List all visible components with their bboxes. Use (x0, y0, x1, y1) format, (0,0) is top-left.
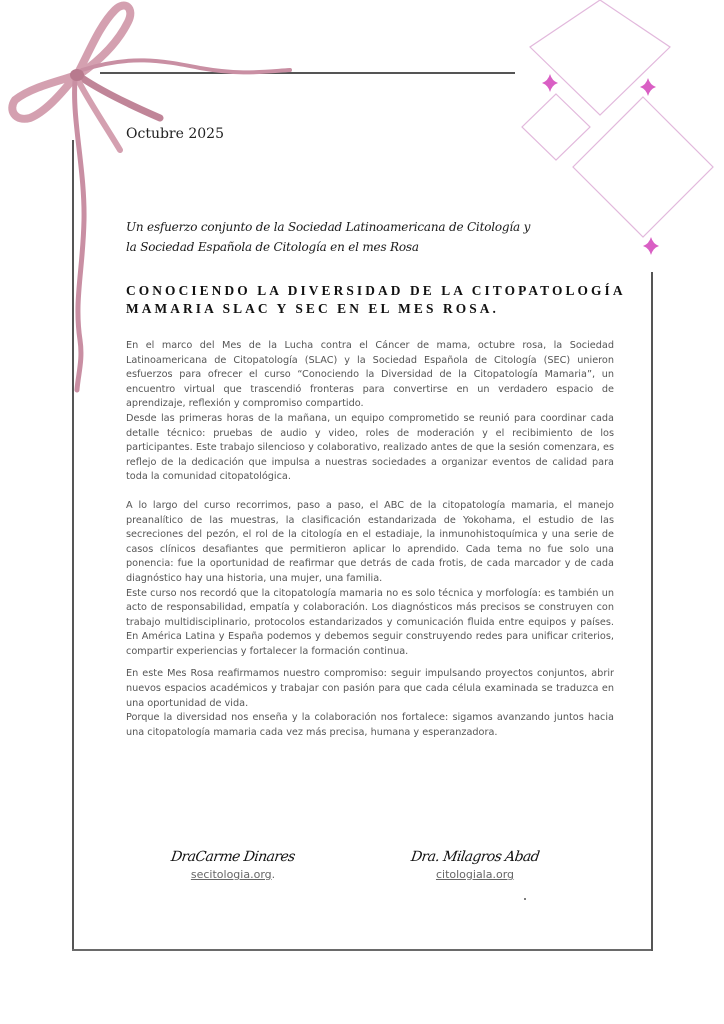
link-suffix: . (271, 868, 276, 881)
headline-line-2: MAMARIA SLAC Y SEC EN EL MES ROSA. (126, 301, 500, 316)
citologiala-link[interactable]: citologiala.org (435, 868, 515, 881)
subtitle-line-2: la Sociedad Española de Citología en el mes Rosa (126, 240, 419, 254)
secitologia-link[interactable]: secitologia.org (190, 868, 272, 881)
signature-block-slac (405, 846, 545, 881)
stray-dot (524, 898, 526, 900)
body-paragraph: Porque la diversidad nos enseña y la colaboración nos fortalece: sigamos avanzando juntos hacia una citopatología mamaria cada vez más precisa, humana y esperanzadora. (126, 712, 614, 738)
frame-bottom-border (72, 949, 653, 951)
body-paragraph: A lo largo del curso recorrimos, paso a paso, el ABC de la citopatología mamaria, el manejo preanalítico de las muestras, la clasificación estandarizada de Yokohama, el estudio de las secreciones del pezón, el rol de la citología en el estadiaje, la inmunohistoquímica y una serie de casos clínicos desafiantes que permitieron aplicar lo aprendido. Cada tema no fue solo una ponencia: fue la oportunidad de reafirmar que detrás de cada frotis, de cada marcador y de cada diagnóstico hay una historia, una mujer, una familia. (126, 499, 614, 584)
letter-subtitle (126, 217, 546, 257)
body-paragraph: Desde las primeras horas de la mañana, un equipo comprometido se reunió para coordinar cada detalle técnico: pruebas de audio y video, roles de moderación y el recibimiento de los participantes. Este trabajo silencioso y colaborativo, realizado antes de que la sesión comenzara, es reflejo de la dedicación que impulsa a nuestras sociedades a organizar eventos de calidad para toda la comunidad citopatológica. (126, 412, 614, 483)
signature-name: DraCarme Dinares (170, 849, 296, 865)
letter-body (126, 339, 614, 740)
letter-date: Octubre 2025 (126, 126, 224, 142)
signature-name: Dra. Milagros Abad (409, 849, 541, 865)
body-paragraph: En este Mes Rosa reafirmamos nuestro compromiso: seguir impulsando proyectos conjuntos, abrir nuevos espacios académicos y trabajar con pasión para que cada célula examinada se traduzca en una oportunidad de vida. (126, 668, 614, 709)
body-paragraph: En el marco del Mes de la Lucha contra el Cáncer de mama, octubre rosa, la Sociedad Latinoamericana de Citopatología (SLAC) y la Sociedad Española de Citología (SEC) unieron esfuerzos para ofrecer el curso “Conociendo la Diversidad de la Citopatología Mamaria”, un encuentro virtual que trascendió fronteras para convertirse en un verdadero espacio de aprendizaje, reflexión y compromiso compartido. (126, 340, 614, 410)
letter-headline (126, 282, 626, 318)
signature-block-sec (168, 846, 298, 881)
subtitle-line-1: Un esfuerzo conjunto de la Sociedad Latinoamericana de Citología y (126, 220, 531, 234)
headline-line-1: CONOCIENDO LA DIVERSIDAD DE LA CITOPATOLOGÍA (126, 283, 626, 298)
body-paragraph: Este curso nos recordó que la citopatología mamaria no es solo técnica y morfología: es también un acto de responsabilidad, empatía y colaboración. Los diagnósticos más precisos se construyen con trabajo multidisciplinario, protocolos estandarizados y comunicación fluida entre equipos y países. En América Latina y España podemos y debemos seguir construyendo redes para unificar criterios, compartir experiencias y fortalecer la formación continua. (126, 587, 614, 657)
